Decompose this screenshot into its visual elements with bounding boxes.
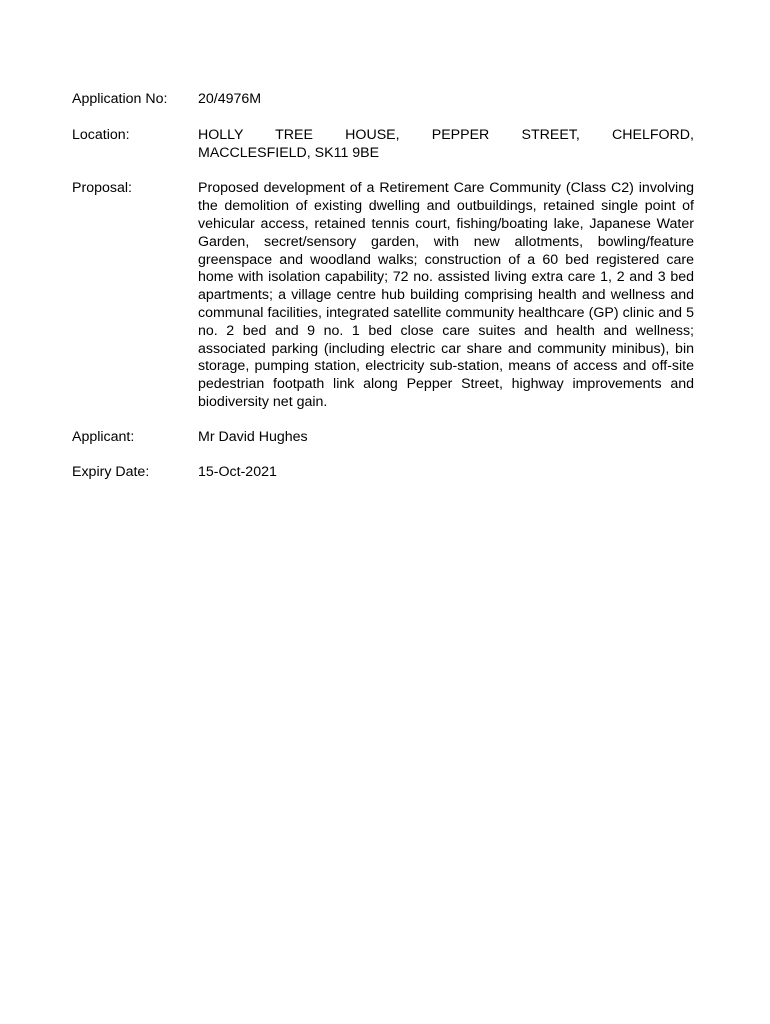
location-value bbox=[198, 127, 694, 163]
location-row bbox=[72, 127, 694, 163]
application-number-label: Application No: bbox=[72, 91, 168, 107]
location-line-2: MACCLESFIELD, SK11 9BE bbox=[198, 144, 380, 161]
location-line-1: HOLLY TREE HOUSE, PEPPER STREET, CHELFORD, bbox=[198, 126, 694, 143]
applicant-value: Mr David Hughes bbox=[198, 428, 308, 445]
expiry-date-row bbox=[72, 464, 694, 482]
expiry-date-label: Expiry Date: bbox=[72, 463, 150, 480]
proposal-row bbox=[72, 180, 694, 411]
proposal-label: Proposal: bbox=[72, 180, 132, 197]
application-number-row bbox=[72, 91, 694, 109]
applicant-row bbox=[72, 429, 694, 447]
location-label: Location: bbox=[72, 126, 130, 143]
proposal-value: Proposed development of a Retirement Care Community (Class C2) involving the demolition of existing dwelling and outbuildings, retained single point of vehicular access, retained tennis court, fishing/boating lake, Japanese Water Garden, secret/sensory garden, with new allotments, bowling/feature greenspace and woodland walks; construction of a 60 bed registered care home with isolation capability; 72 no. assisted living extra care 1, 2 and 3 bed apartments; a village centre hub building comprising health and wellness and communal facilities, integrated satellite community healthcare (GP) clinic and 5 no. 2 bed and 9 no. 1 bed close care suites and health and wellness; associated parking (including electric car share and community minibus), bin storage, pumping station, electricity sub-station, means of access and off-site pedestrian footpath link along Pepper Street, highway improvements and biodiversity net gain. bbox=[198, 180, 694, 410]
applicant-label: Applicant: bbox=[72, 428, 135, 445]
planning-application-summary bbox=[72, 91, 694, 481]
application-number-value: 20/4976M bbox=[198, 91, 262, 107]
expiry-date-value: 15-Oct-2021 bbox=[198, 463, 277, 480]
